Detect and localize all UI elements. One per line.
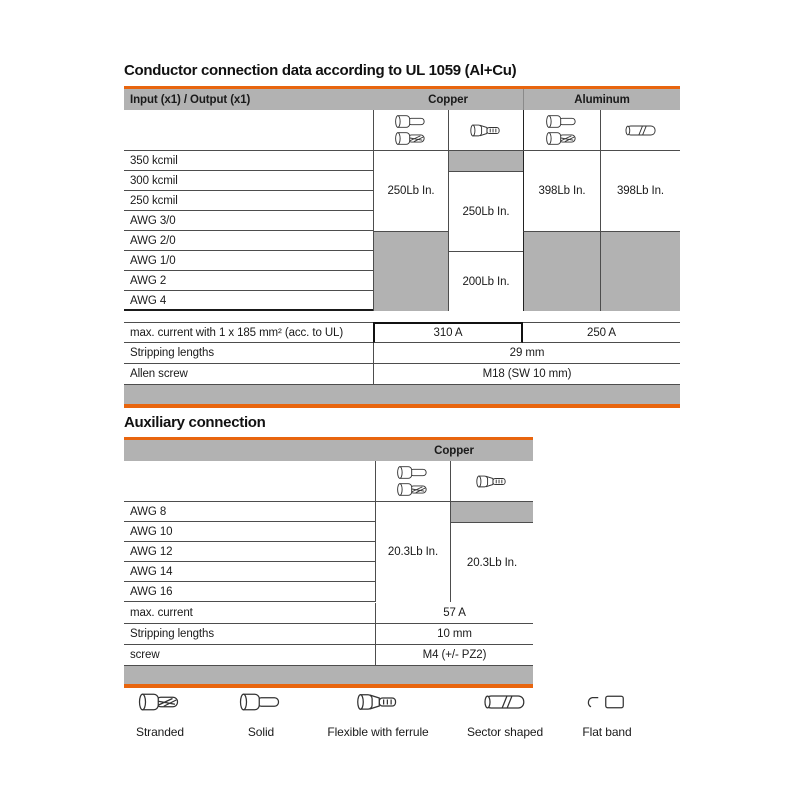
section-end-orange-rule [124, 404, 680, 408]
spec-label: max. current [124, 603, 375, 624]
spec-value: M4 (+/- PZ2) [375, 645, 533, 666]
aluminum-solid-stranded-icons [523, 110, 600, 150]
spec-value: 29 mm [373, 343, 680, 364]
torque-copper-ferrule-upper: 250Lb In. [448, 171, 523, 251]
torque-aluminum-sector: 398Lb In. [600, 151, 680, 231]
spec-label: screw [124, 645, 375, 666]
torque-ferrule: 20.3Lb In. [450, 522, 533, 602]
legend-label: Stranded [136, 725, 184, 739]
spec-value: 10 mm [375, 624, 533, 645]
aluminum-sector-icon-cell [600, 110, 680, 150]
legend-item-sector [450, 692, 560, 739]
sector-icon [621, 123, 661, 138]
spec-row-stripping [124, 624, 533, 645]
sector-icon [482, 692, 528, 712]
header-input-output: Input (x1) / Output (x1) [130, 93, 251, 106]
legend-label: Flat band [582, 725, 632, 739]
ferrule-icon [355, 692, 401, 712]
header-aluminum: Aluminum [523, 89, 680, 110]
blocked-cell [373, 231, 448, 311]
solid-icon [541, 114, 583, 129]
torque-copper-solid-stranded: 250Lb In. [373, 151, 448, 231]
size-row-label: AWG 4 [130, 295, 167, 307]
main-table-specs [124, 322, 680, 385]
flat-band-icon [584, 692, 630, 712]
size-row-label: AWG 1/0 [124, 251, 373, 271]
size-row-label: AWG 3/0 [124, 211, 373, 231]
size-row-label: AWG 14 [124, 562, 375, 582]
spec-value: M18 (SW 10 mm) [373, 364, 680, 385]
copper-ferrule-icon-cell [448, 110, 523, 150]
aux-table-title: Auxiliary connection [124, 414, 266, 431]
stranded-icon [392, 482, 434, 497]
size-row-label: AWG 12 [124, 542, 375, 562]
legend-item-solid [206, 692, 316, 739]
size-row-label: 250 kcmil [124, 191, 373, 211]
aux-table-header [124, 440, 533, 461]
copper-ferrule-icon-cell [450, 461, 533, 501]
size-row-label: 300 kcmil [124, 171, 373, 191]
stranded-icon [541, 131, 583, 146]
spec-label: Stripping lengths [124, 624, 375, 645]
blocked-cell [448, 151, 523, 171]
spec-label: Stripping lengths [124, 343, 373, 364]
solid-icon [390, 114, 432, 129]
legend-item-flat-band [552, 692, 662, 739]
main-table-icon-row [124, 110, 680, 151]
section-end-orange-rule [124, 684, 533, 688]
header-copper: Copper [434, 444, 474, 457]
solid-icon [238, 692, 284, 712]
legend-item-ferrule [323, 692, 433, 739]
size-row-label: AWG 16 [130, 586, 173, 598]
spec-value-copper: 310 A [373, 322, 523, 343]
spec-label: Allen screw [124, 364, 373, 385]
ferrule-icon [466, 123, 506, 138]
aux-table-specs [124, 603, 533, 666]
spec-value: 57 A [375, 603, 533, 624]
stranded-icon [390, 131, 432, 146]
spec-row-max-current [124, 322, 680, 343]
size-row-label: AWG 10 [124, 522, 375, 542]
section-end-graybar [124, 666, 533, 684]
main-table-title: Conductor connection data according to UL 1059 (Al+Cu) [124, 62, 517, 79]
solid-icon [392, 465, 434, 480]
copper-solid-stranded-icons [373, 110, 448, 150]
torque-solid-stranded: 20.3Lb In. [375, 502, 450, 602]
spec-label: max. current with 1 x 185 mm² (acc. to UL) [124, 322, 373, 343]
legend-label: Solid [247, 725, 275, 739]
legend-label: Sector shaped [466, 725, 544, 739]
aux-table-icon-row [124, 461, 533, 502]
ferrule-icon [472, 474, 512, 489]
conductor-type-legend [0, 692, 800, 752]
aux-table-grid [124, 502, 533, 602]
section-end-graybar [124, 385, 680, 404]
legend-item-stranded [105, 692, 215, 739]
blocked-cell [450, 502, 533, 522]
blocked-cell [523, 231, 600, 311]
header-copper: Copper [428, 93, 468, 106]
spec-row-screw [124, 645, 533, 666]
stranded-icon [137, 692, 183, 712]
copper-solid-stranded-icons [375, 461, 450, 501]
spec-row-stripping [124, 343, 680, 364]
size-row-label: AWG 2/0 [124, 231, 373, 251]
torque-copper-ferrule-lower: 200Lb In. [448, 251, 523, 311]
spec-row-allen-screw [124, 364, 680, 385]
size-row-label: 350 kcmil [124, 151, 373, 171]
size-row-label: AWG 8 [124, 502, 375, 522]
size-row-label: AWG 2 [124, 271, 373, 291]
main-table-grid [124, 151, 680, 311]
torque-aluminum-solid-stranded: 398Lb In. [523, 151, 600, 231]
spec-row-max-current [124, 603, 533, 624]
blocked-cell [600, 231, 680, 311]
main-table-header [124, 89, 680, 110]
spec-value-aluminum: 250 A [523, 322, 680, 343]
legend-label: Flexible with ferrule [327, 725, 429, 739]
